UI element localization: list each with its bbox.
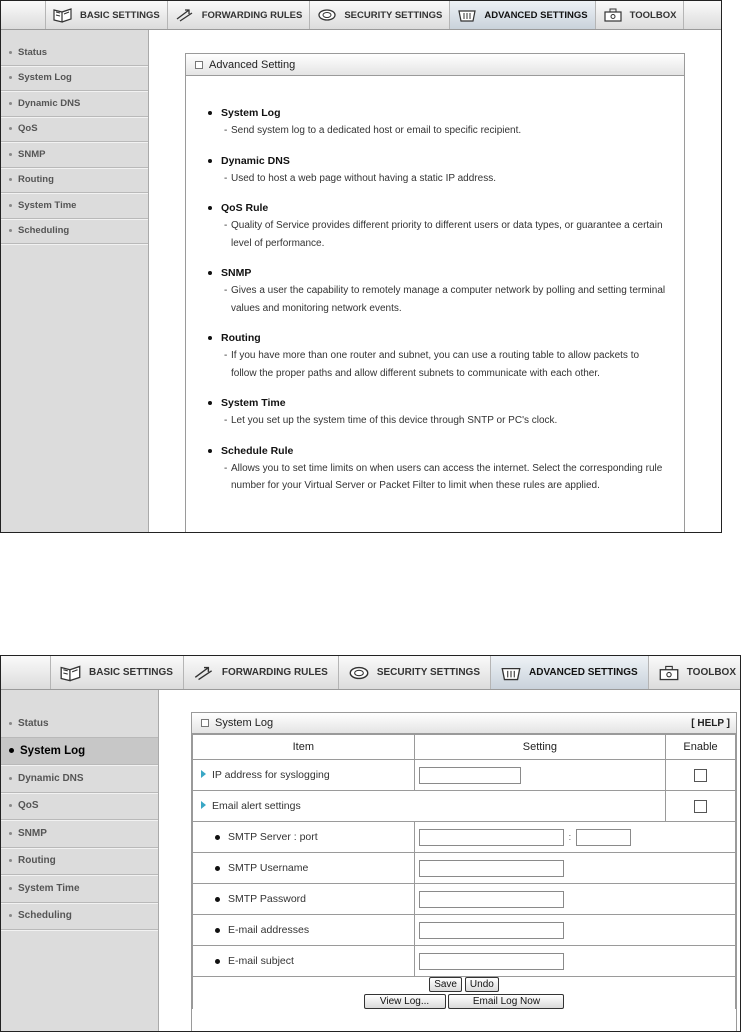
arrows-icon	[174, 7, 196, 23]
sidebar-item-system-log[interactable]	[1, 66, 148, 92]
tab-advanced-settings[interactable]	[449, 1, 594, 29]
tab-forwarding-rules[interactable]	[183, 656, 338, 689]
sidebar-item-qos[interactable]	[1, 117, 148, 143]
sidebar-item-label: Status	[18, 717, 49, 729]
header-enable: Enable	[666, 735, 736, 760]
sidebar-item-snmp[interactable]	[1, 820, 158, 848]
feature-item	[208, 397, 684, 430]
bullet-icon	[9, 804, 12, 807]
bullet-icon	[9, 204, 12, 207]
feature-title: Routing	[208, 332, 684, 344]
email-addresses-input[interactable]	[419, 922, 564, 939]
feature-item	[208, 155, 684, 188]
toolbox-icon	[657, 664, 681, 682]
sidebar-item-qos[interactable]	[1, 793, 158, 821]
bullet-icon	[9, 748, 14, 753]
system-log-panel	[191, 712, 737, 1032]
feature-item	[208, 267, 684, 317]
sidebar-item-label: Routing	[18, 855, 56, 867]
help-link[interactable]: [ HELP ]	[691, 717, 730, 729]
table-row	[193, 853, 736, 884]
feature-item	[208, 107, 684, 140]
sidebar-item-routing[interactable]	[1, 168, 148, 194]
sidebar-item-label: Scheduling	[18, 910, 72, 922]
panel-title: System Log	[215, 717, 274, 729]
top-nav	[1, 1, 721, 30]
tab-advanced-settings[interactable]	[490, 656, 648, 689]
bullet-icon	[9, 859, 12, 862]
tab-basic-settings[interactable]	[45, 1, 167, 29]
sidebar-item-label: System Time	[18, 199, 77, 211]
bullet-icon	[9, 722, 12, 725]
smtp-username-input[interactable]	[419, 860, 564, 877]
panel-title: Advanced Setting	[209, 58, 296, 71]
sidebar-item-label: QoS	[18, 800, 39, 812]
sidebar-item-label: System Log	[20, 744, 86, 757]
feature-title: System Time	[208, 397, 684, 409]
tab-label: TOOLBOX	[686, 667, 736, 678]
sidebar-item-snmp[interactable]	[1, 142, 148, 168]
tab-security-settings[interactable]	[338, 656, 490, 689]
bullet-icon	[9, 832, 12, 835]
system-log-screenshot	[0, 655, 741, 1032]
tab-security-settings[interactable]	[309, 1, 449, 29]
panel-box-icon	[201, 719, 209, 727]
feature-title: Schedule Rule	[208, 445, 684, 457]
header-setting: Setting	[414, 735, 665, 760]
feature-item	[208, 332, 684, 382]
bullet-icon	[9, 914, 12, 917]
view-log-button[interactable]: View Log...	[364, 994, 446, 1009]
panel-box-icon	[195, 61, 203, 69]
table-row	[193, 884, 736, 915]
email-subject-input[interactable]	[419, 953, 564, 970]
bullet-icon	[215, 928, 220, 933]
sidebar-item-label: System Log	[18, 72, 72, 84]
sidebar-item-status[interactable]	[1, 40, 148, 66]
button-row	[193, 977, 736, 1010]
sidebar-item-label: Routing	[18, 174, 54, 186]
tab-forwarding-rules[interactable]	[167, 1, 310, 29]
sidebar-item-label: Scheduling	[18, 225, 70, 237]
book-icon	[52, 7, 74, 23]
row-label: SMTP Password	[228, 893, 306, 905]
sidebar-item-label: Dynamic DNS	[18, 97, 81, 109]
tab-label: SECURITY SETTINGS	[344, 9, 443, 21]
save-button[interactable]: Save	[429, 977, 462, 992]
bullet-icon	[9, 76, 12, 79]
feature-title: System Log	[208, 107, 684, 119]
sidebar-item-label: QoS	[18, 123, 38, 135]
bullet-icon	[9, 229, 12, 232]
tab-label: FORWARDING RULES	[201, 9, 303, 21]
syslog-ip-input[interactable]	[419, 767, 521, 784]
shield-icon	[316, 7, 338, 23]
sidebar-item-system-time[interactable]	[1, 875, 158, 903]
row-label: SMTP Username	[228, 862, 309, 874]
book-icon	[59, 664, 83, 682]
bullet-icon	[9, 102, 12, 105]
row-label: E-mail addresses	[228, 924, 310, 936]
feature-desc: - Quality of Service provides different priority to different users or data types, or guarantee a certain level of performance.	[208, 217, 666, 252]
advanced-setting-panel	[185, 53, 685, 533]
sidebar-item-system-time[interactable]	[1, 193, 148, 219]
tab-toolbox[interactable]	[595, 1, 685, 29]
advanced-icon	[499, 664, 523, 682]
feature-desc: - Used to host a web page without having a static IP address.	[208, 170, 666, 188]
sidebar-item-dynamic-dns[interactable]	[1, 765, 158, 793]
system-log-table	[192, 734, 736, 1009]
advanced-icon	[456, 7, 478, 23]
tab-label: BASIC SETTINGS	[80, 9, 160, 21]
arrow-right-icon	[201, 770, 206, 778]
table-row	[193, 822, 736, 853]
table-row	[193, 915, 736, 946]
feature-desc: - Allows you to set time limits on when users can access the internet. Select the corresponding rule number for your Virtual Server or Packet Filter to limit when these rules are applied.	[208, 460, 666, 495]
sidebar-item-scheduling[interactable]	[1, 219, 148, 245]
sidebar-item-label: System Time	[18, 882, 80, 894]
table-row	[193, 760, 736, 791]
email-log-now-button[interactable]: Email Log Now	[448, 994, 564, 1009]
tab-label: ADVANCED SETTINGS	[529, 667, 638, 678]
smtp-server-input[interactable]	[419, 829, 564, 846]
shield-icon	[347, 664, 371, 682]
toolbox-icon	[602, 7, 624, 23]
feature-desc: - Send system log to a dedicated host or email to specific recipient.	[208, 122, 666, 140]
colon-separator: :	[568, 831, 572, 842]
feature-desc: - Let you set up the system time of this device through SNTP or PC's clock.	[208, 412, 666, 430]
row-label: IP address for syslogging	[212, 769, 330, 781]
feature-list	[186, 76, 684, 495]
arrow-right-icon	[201, 801, 206, 809]
panel-header	[192, 713, 736, 734]
feature-desc: - Gives a user the capability to remotely manage a computer network by polling and setting terminal values and monitoring network events.	[208, 282, 666, 317]
bullet-icon	[9, 153, 12, 156]
syslog-enable-checkbox[interactable]	[694, 769, 707, 782]
tab-label: TOOLBOX	[629, 9, 677, 21]
table-row	[193, 946, 736, 977]
top-nav	[1, 656, 740, 690]
tab-basic-settings[interactable]	[50, 656, 183, 689]
row-label: SMTP Server : port	[228, 831, 318, 843]
bullet-icon	[9, 127, 12, 130]
sidebar-item-scheduling[interactable]	[1, 903, 158, 931]
bullet-icon	[9, 887, 12, 890]
sidebar	[1, 690, 159, 1031]
feature-item	[208, 445, 684, 495]
sidebar-item-status[interactable]	[1, 710, 158, 738]
tab-label: BASIC SETTINGS	[89, 667, 173, 678]
arrows-icon	[192, 664, 216, 682]
tab-toolbox[interactable]	[648, 656, 741, 689]
feature-title: SNMP	[208, 267, 684, 279]
undo-button[interactable]: Undo	[465, 977, 499, 992]
panel-header	[186, 54, 684, 76]
bullet-icon	[215, 897, 220, 902]
sidebar-item-routing[interactable]	[1, 848, 158, 876]
feature-title: QoS Rule	[208, 202, 684, 214]
bullet-icon	[9, 51, 12, 54]
sidebar	[1, 30, 149, 532]
sidebar-item-label: SNMP	[18, 827, 47, 839]
advanced-setting-screenshot	[0, 0, 722, 533]
feature-desc: - If you have more than one router and subnet, you can use a routing table to allow packets to follow the proper paths and allow different subnets to communicate with each other.	[208, 347, 666, 382]
smtp-port-input[interactable]	[576, 829, 631, 846]
bullet-icon	[215, 835, 220, 840]
tab-label: SECURITY SETTINGS	[376, 667, 481, 678]
feature-title: Dynamic DNS	[208, 155, 684, 167]
sidebar-item-label: SNMP	[18, 148, 46, 160]
bullet-icon	[215, 866, 220, 871]
bullet-icon	[215, 959, 220, 964]
email-alert-checkbox[interactable]	[694, 800, 707, 813]
sidebar-item-dynamic-dns[interactable]	[1, 91, 148, 117]
tab-label: FORWARDING RULES	[221, 667, 328, 678]
table-row	[193, 791, 736, 822]
table-header-row	[193, 735, 736, 760]
feature-item	[208, 202, 684, 252]
smtp-password-input[interactable]	[419, 891, 564, 908]
tab-label: ADVANCED SETTINGS	[484, 9, 588, 21]
bullet-icon	[9, 178, 12, 181]
header-item: Item	[193, 735, 415, 760]
row-label: E-mail subject	[228, 955, 294, 967]
bullet-icon	[9, 777, 12, 780]
sidebar-item-system-log[interactable]	[1, 738, 158, 766]
row-label: Email alert settings	[212, 800, 301, 812]
sidebar-item-label: Status	[18, 46, 48, 58]
sidebar-item-label: Dynamic DNS	[18, 772, 84, 784]
